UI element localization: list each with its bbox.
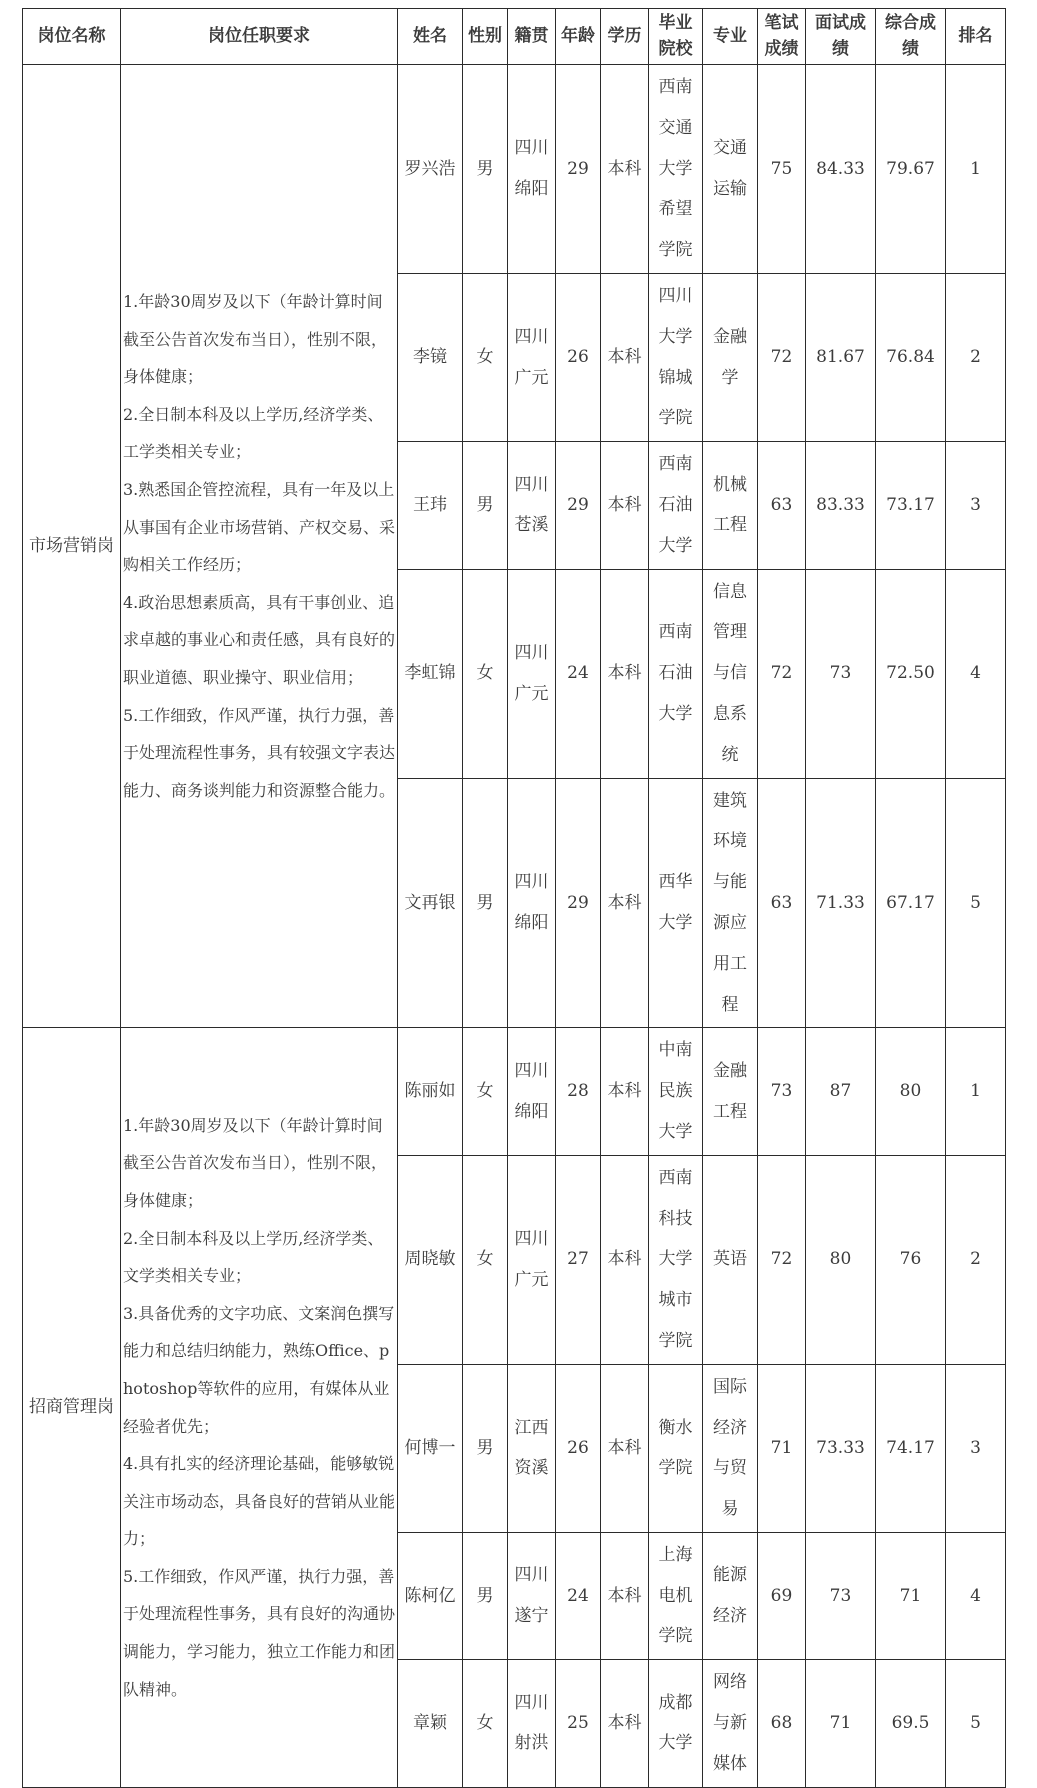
col-header-hometown: 籍贯 [508, 9, 556, 65]
position-name-cell: 市场营销岗 [23, 65, 121, 1028]
candidate-age-cell: 28 [556, 1028, 601, 1155]
candidate-overall-score-cell: 69.5 [876, 1660, 946, 1787]
candidate-education-cell: 本科 [601, 65, 649, 274]
candidate-school-cell: 四川大学锦城学院 [649, 273, 703, 441]
candidate-age-cell: 26 [556, 273, 601, 441]
candidate-gender-cell: 男 [463, 1532, 508, 1659]
candidate-interview-score-cell: 73 [806, 569, 876, 778]
candidate-education-cell: 本科 [601, 1028, 649, 1155]
candidate-school-cell: 衡水学院 [649, 1364, 703, 1532]
candidate-education-cell: 本科 [601, 569, 649, 778]
candidate-school-cell: 西南石油大学 [649, 442, 703, 569]
candidate-rank-cell: 5 [946, 1660, 1006, 1787]
col-header-gender: 性别 [463, 9, 508, 65]
candidate-hometown-cell: 四川广元 [508, 273, 556, 441]
candidate-gender-cell: 男 [463, 65, 508, 274]
candidate-school-cell: 西南石油大学 [649, 569, 703, 778]
candidate-school-cell: 上海电机学院 [649, 1532, 703, 1659]
candidate-name-cell: 文再银 [398, 778, 463, 1028]
candidate-written-score-cell: 72 [758, 1155, 806, 1364]
candidate-written-score-cell: 72 [758, 569, 806, 778]
candidate-education-cell: 本科 [601, 442, 649, 569]
candidate-row [23, 65, 1006, 274]
candidate-overall-score-cell: 67.17 [876, 778, 946, 1028]
candidate-age-cell: 27 [556, 1155, 601, 1364]
candidate-overall-score-cell: 72.50 [876, 569, 946, 778]
candidate-school-cell: 西南交通大学希望学院 [649, 65, 703, 274]
candidate-written-score-cell: 72 [758, 273, 806, 441]
col-header-position-name: 岗位名称 [23, 9, 121, 65]
candidate-hometown-cell: 四川广元 [508, 1155, 556, 1364]
candidate-rank-cell: 3 [946, 442, 1006, 569]
requirement-item: 4.具有扎实的经济理论基础，能够敏锐关注市场动态，具备良好的营销从业能力； [123, 1454, 396, 1549]
position-requirements-cell [121, 1028, 398, 1787]
candidate-age-cell: 29 [556, 442, 601, 569]
candidate-name-cell: 李镜 [398, 273, 463, 441]
candidate-hometown-cell: 四川绵阳 [508, 65, 556, 274]
candidate-rank-cell: 1 [946, 65, 1006, 274]
candidate-written-score-cell: 69 [758, 1532, 806, 1659]
candidate-education-cell: 本科 [601, 1155, 649, 1364]
candidate-rank-cell: 2 [946, 1155, 1006, 1364]
candidate-gender-cell: 女 [463, 1660, 508, 1787]
candidate-rank-cell: 4 [946, 1532, 1006, 1659]
col-header-requirements: 岗位任职要求 [121, 9, 398, 65]
candidate-school-cell: 成都大学 [649, 1660, 703, 1787]
col-header-major: 专业 [703, 9, 758, 65]
candidate-education-cell: 本科 [601, 1532, 649, 1659]
candidate-written-score-cell: 68 [758, 1660, 806, 1787]
recruitment-results-table [22, 8, 1006, 1788]
candidate-written-score-cell: 63 [758, 778, 806, 1028]
candidate-major-cell: 信息管理与信息系统 [703, 569, 758, 778]
candidate-major-cell: 交通运输 [703, 65, 758, 274]
candidate-hometown-cell: 四川绵阳 [508, 778, 556, 1028]
col-header-overall-score: 综合成绩 [876, 9, 946, 65]
requirement-item: 5.工作细致，作风严谨，执行力强，善于处理流程性事务，具有良好的沟通协调能力，学习能力，独立工作能力和团队精神。 [123, 1566, 396, 1699]
candidate-rank-cell: 2 [946, 273, 1006, 441]
candidate-name-cell: 罗兴浩 [398, 65, 463, 274]
candidate-overall-score-cell: 76 [876, 1155, 946, 1364]
candidate-row [23, 1028, 1006, 1155]
col-header-interview-score: 面试成绩 [806, 9, 876, 65]
candidate-rank-cell: 5 [946, 778, 1006, 1028]
col-header-rank: 排名 [946, 9, 1006, 65]
candidate-interview-score-cell: 84.33 [806, 65, 876, 274]
candidate-interview-score-cell: 87 [806, 1028, 876, 1155]
candidate-rank-cell: 3 [946, 1364, 1006, 1532]
requirement-item: 4.政治思想素质高，具有干事创业、追求卓越的事业心和责任感，具有良好的职业道德、职业操守、职业信用； [123, 592, 396, 687]
candidate-hometown-cell: 四川绵阳 [508, 1028, 556, 1155]
candidate-major-cell: 机械工程 [703, 442, 758, 569]
candidate-written-score-cell: 73 [758, 1028, 806, 1155]
candidate-name-cell: 王玮 [398, 442, 463, 569]
candidate-interview-score-cell: 81.67 [806, 273, 876, 441]
candidate-major-cell: 国际经济与贸易 [703, 1364, 758, 1532]
candidate-school-cell: 中南民族大学 [649, 1028, 703, 1155]
header-row [23, 9, 1006, 65]
candidate-gender-cell: 男 [463, 1364, 508, 1532]
col-header-education: 学历 [601, 9, 649, 65]
candidate-written-score-cell: 71 [758, 1364, 806, 1532]
candidate-age-cell: 29 [556, 778, 601, 1028]
candidate-gender-cell: 男 [463, 442, 508, 569]
candidate-major-cell: 建筑环境与能源应用工程 [703, 778, 758, 1028]
position-name-cell: 招商管理岗 [23, 1028, 121, 1787]
candidate-overall-score-cell: 76.84 [876, 273, 946, 441]
candidate-hometown-cell: 江西资溪 [508, 1364, 556, 1532]
candidate-age-cell: 24 [556, 569, 601, 778]
requirement-item: 2.全日制本科及以上学历,经济学类、工学类相关专业； [123, 404, 384, 462]
candidate-age-cell: 24 [556, 1532, 601, 1659]
candidate-interview-score-cell: 73.33 [806, 1364, 876, 1532]
candidate-interview-score-cell: 71.33 [806, 778, 876, 1028]
candidate-written-score-cell: 75 [758, 65, 806, 274]
candidate-gender-cell: 男 [463, 778, 508, 1028]
candidate-hometown-cell: 四川广元 [508, 569, 556, 778]
candidate-hometown-cell: 四川苍溪 [508, 442, 556, 569]
candidate-overall-score-cell: 73.17 [876, 442, 946, 569]
requirement-item: 1.年龄30周岁及以下（年龄计算时间截至公告首次发布当日），性别不限，身体健康； [123, 292, 388, 387]
candidate-overall-score-cell: 74.17 [876, 1364, 946, 1532]
col-header-name: 姓名 [398, 9, 463, 65]
requirement-item: 2.全日制本科及以上学历,经济学类、文学类相关专业； [123, 1228, 384, 1286]
requirement-item: 3.具备优秀的文字功底、文案润色撰写能力和总结归纳能力，熟练Office、photoshop等软件的应用，有媒体从业经验者优先； [123, 1303, 395, 1436]
candidate-hometown-cell: 四川遂宁 [508, 1532, 556, 1659]
candidate-education-cell: 本科 [601, 778, 649, 1028]
candidate-gender-cell: 女 [463, 1028, 508, 1155]
requirement-item: 5.工作细致，作风严谨，执行力强，善于处理流程性事务，具有较强文字表达能力、商务谈判能力和资源整合能力。 [123, 705, 396, 800]
candidate-school-cell: 西南科技大学城市学院 [649, 1155, 703, 1364]
candidate-major-cell: 能源经济 [703, 1532, 758, 1659]
candidate-name-cell: 章颖 [398, 1660, 463, 1787]
requirement-item: 3.熟悉国企管控流程，具有一年及以上从事国有企业市场营销、产权交易、采购相关工作经历； [123, 479, 396, 575]
candidate-interview-score-cell: 73 [806, 1532, 876, 1659]
candidate-name-cell: 李虹锦 [398, 569, 463, 778]
requirement-item: 1.年龄30周岁及以下（年龄计算时间截至公告首次发布当日），性别不限，身体健康； [123, 1115, 388, 1210]
candidate-education-cell: 本科 [601, 1660, 649, 1787]
candidate-major-cell: 金融工程 [703, 1028, 758, 1155]
candidate-gender-cell: 女 [463, 569, 508, 778]
candidate-major-cell: 金融学 [703, 273, 758, 441]
candidate-overall-score-cell: 79.67 [876, 65, 946, 274]
candidate-overall-score-cell: 71 [876, 1532, 946, 1659]
candidate-interview-score-cell: 71 [806, 1660, 876, 1787]
candidate-education-cell: 本科 [601, 273, 649, 441]
candidate-school-cell: 西华大学 [649, 778, 703, 1028]
candidate-age-cell: 29 [556, 65, 601, 274]
position-requirements-cell [121, 65, 398, 1028]
candidate-name-cell: 陈柯亿 [398, 1532, 463, 1659]
candidate-gender-cell: 女 [463, 273, 508, 441]
candidate-education-cell: 本科 [601, 1364, 649, 1532]
candidate-hometown-cell: 四川射洪 [508, 1660, 556, 1787]
candidate-interview-score-cell: 83.33 [806, 442, 876, 569]
candidate-age-cell: 26 [556, 1364, 601, 1532]
candidate-rank-cell: 4 [946, 569, 1006, 778]
candidate-major-cell: 英语 [703, 1155, 758, 1364]
candidate-written-score-cell: 63 [758, 442, 806, 569]
candidate-rank-cell: 1 [946, 1028, 1006, 1155]
candidate-gender-cell: 女 [463, 1155, 508, 1364]
candidate-name-cell: 陈丽如 [398, 1028, 463, 1155]
candidate-overall-score-cell: 80 [876, 1028, 946, 1155]
candidate-major-cell: 网络与新媒体 [703, 1660, 758, 1787]
candidate-age-cell: 25 [556, 1660, 601, 1787]
candidate-name-cell: 周晓敏 [398, 1155, 463, 1364]
candidate-name-cell: 何博一 [398, 1364, 463, 1532]
col-header-school: 毕业院校 [649, 9, 703, 65]
col-header-age: 年龄 [556, 9, 601, 65]
col-header-written-score: 笔试成绩 [758, 9, 806, 65]
candidate-interview-score-cell: 80 [806, 1155, 876, 1364]
